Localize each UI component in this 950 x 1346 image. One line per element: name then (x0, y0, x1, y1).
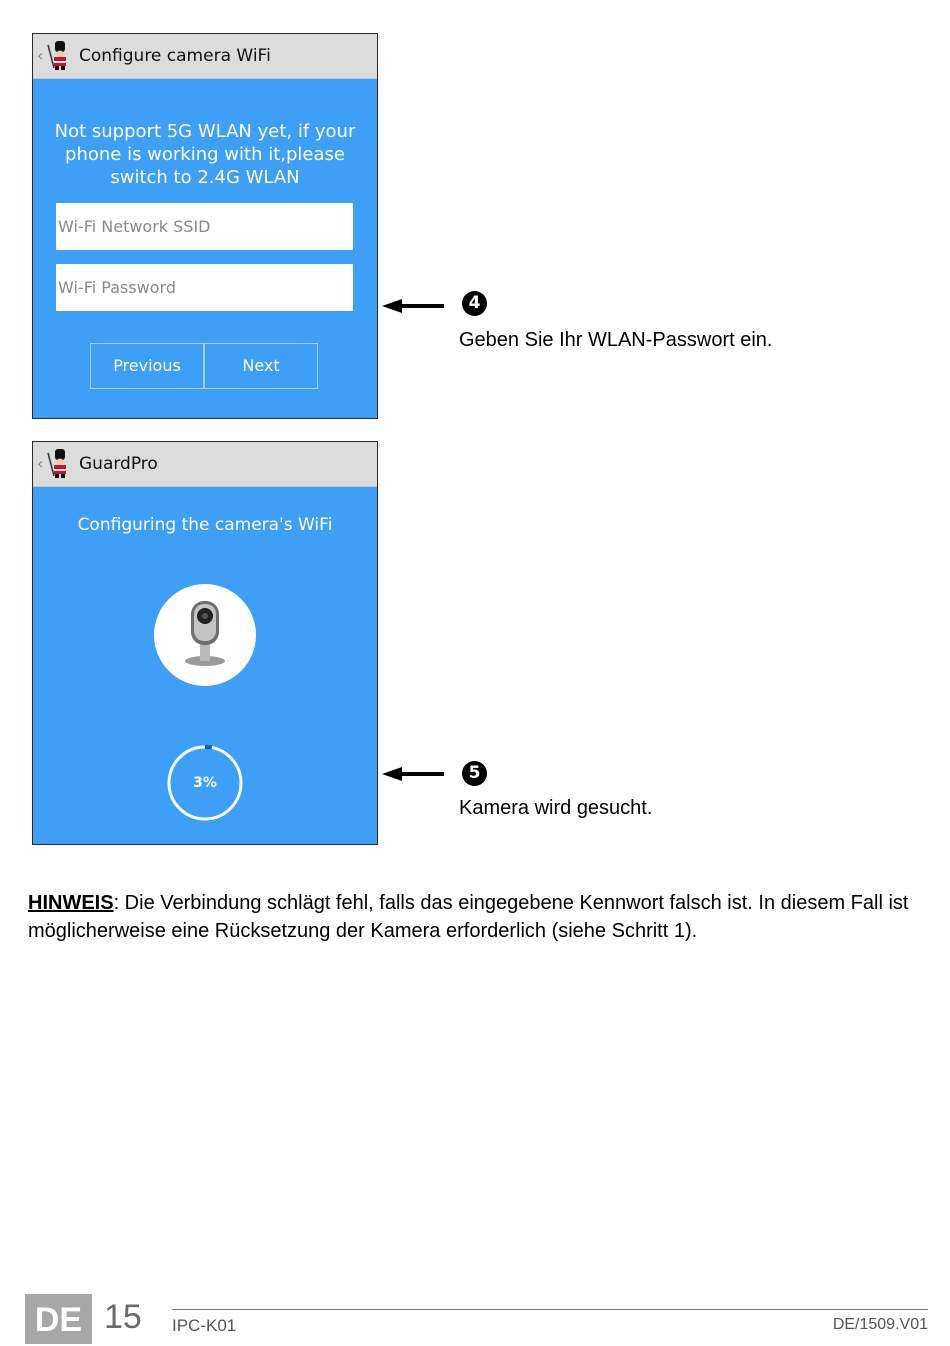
screen-title: GuardPro (79, 454, 158, 474)
camera-icon (153, 583, 257, 687)
configuring-status: Configuring the camera's WiFi (77, 515, 333, 535)
password-input[interactable]: Wi-Fi Password (56, 264, 353, 311)
screenshot-guardpro-progress (32, 441, 378, 845)
left-arrow-icon (382, 299, 444, 313)
model-number: IPC-K01 (172, 1316, 237, 1335)
note-text: : Die Verbindung schlägt fehl, falls das eingegebene Kennwort falsch ist. In diesem Fall ist möglicherweise eine Rücksetzung der Kamera erforderlich (siehe Schritt 1). (28, 892, 909, 942)
progress-arc (205, 747, 212, 748)
screenshot-configure-wifi (32, 33, 378, 419)
left-arrow-icon (382, 767, 444, 781)
step-number-badge: 4 (462, 291, 487, 316)
page-number: 15 (104, 1298, 142, 1336)
language-badge: DE (25, 1294, 92, 1344)
5g-notice: Not support 5G WLAN yet, if your phone is working with it,please switch to 2.4G WLAN (54, 121, 356, 188)
app-title-bar (33, 442, 377, 487)
footer-divider (172, 1309, 928, 1310)
guard-logo-icon (45, 40, 75, 70)
back-chevron-icon[interactable]: ‹ (37, 454, 44, 473)
app-title-bar (33, 34, 377, 79)
hinweis-note (28, 889, 923, 945)
step-description: Kamera wird gesucht. (459, 797, 653, 819)
document-version: DE/1509.V01 (832, 1316, 928, 1333)
step-description: Geben Sie Ihr WLAN-Passwort ein. (459, 329, 773, 351)
note-label: HINWEIS (28, 892, 114, 914)
step-number-badge: 5 (462, 761, 487, 786)
next-button[interactable]: Next (204, 343, 318, 389)
guard-logo-icon (45, 448, 75, 478)
progress-percent: 3% (193, 775, 217, 791)
screen-title: Configure camera WiFi (79, 46, 271, 66)
previous-button[interactable]: Previous (90, 343, 204, 389)
back-chevron-icon[interactable]: ‹ (37, 46, 44, 65)
ssid-input[interactable]: Wi-Fi Network SSID (56, 203, 353, 250)
